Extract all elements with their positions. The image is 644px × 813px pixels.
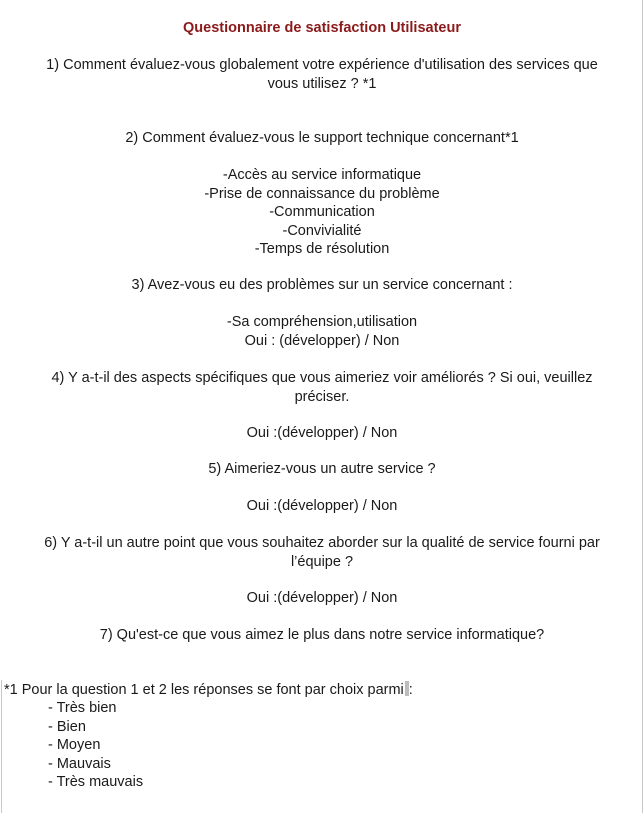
- question-2-item: -Communication: [269, 204, 375, 220]
- footnote-colon: :: [408, 682, 413, 698]
- question-1: [12, 56, 632, 93]
- question-1-line-1: 1) Comment évaluez-vous globalement votre expérience d'utilisation des services que: [46, 57, 598, 73]
- question-3-item: -Sa compréhension,utilisation: [226, 314, 418, 330]
- question-2-item: -Convivialité: [282, 222, 362, 239]
- question-4-answer: Oui :(développer) / Non: [246, 425, 398, 441]
- question-5: 5) Aimeriez-vous un autre service ?: [208, 461, 436, 477]
- footnote-text: *1 Pour la question 1 et 2 les réponses se font par choix parmi: [4, 682, 404, 698]
- question-5-answer: Oui :(développer) / Non: [246, 498, 398, 514]
- answer-choice: - Mauvais: [48, 755, 111, 772]
- question-6: [12, 534, 632, 571]
- question-4: [12, 369, 632, 406]
- question-6-answer: Oui :(développer) / Non: [246, 590, 398, 606]
- question-4-line-1: 4) Y a-t-il des aspects spécifiques que vous aimeriez voir améliorés ? Si oui, veuillez: [51, 370, 593, 386]
- question-2-item: -Accès au service informatique: [222, 167, 422, 183]
- footnote: [4, 681, 413, 700]
- question-2: 2) Comment évaluez-vous le support technique concernant*1: [125, 130, 519, 146]
- question-4-line-2: préciser.: [294, 388, 350, 405]
- question-2-items: [12, 166, 632, 259]
- page-left-edge: [1, 680, 2, 813]
- answer-choice: - Bien: [48, 718, 86, 735]
- question-6-line-2: l’équipe ?: [290, 553, 354, 570]
- question-1-line-2: vous utilisez ? *1: [267, 75, 377, 92]
- question-3: 3) Avez-vous eu des problèmes sur un service concernant :: [131, 277, 513, 293]
- answer-choice: - Très mauvais: [48, 774, 144, 790]
- answer-choice: - Moyen: [48, 737, 101, 753]
- question-3-details: [12, 313, 632, 350]
- answer-choice: - Très bien: [48, 700, 117, 716]
- document-title: Questionnaire de satisfaction Utilisateur: [183, 20, 461, 36]
- question-3-answer: Oui : (développer) / Non: [244, 332, 400, 349]
- question-2-item: -Prise de connaissance du problème: [204, 185, 440, 202]
- question-2-item: -Temps de résolution: [254, 241, 390, 257]
- question-7: 7) Qu'est-ce que vous aimez le plus dans notre service informatique?: [99, 627, 545, 643]
- answer-choices-list: [48, 699, 143, 792]
- question-6-line-1: 6) Y a-t-il un autre point que vous souhaitez aborder sur la qualité de service fourni par: [44, 535, 600, 551]
